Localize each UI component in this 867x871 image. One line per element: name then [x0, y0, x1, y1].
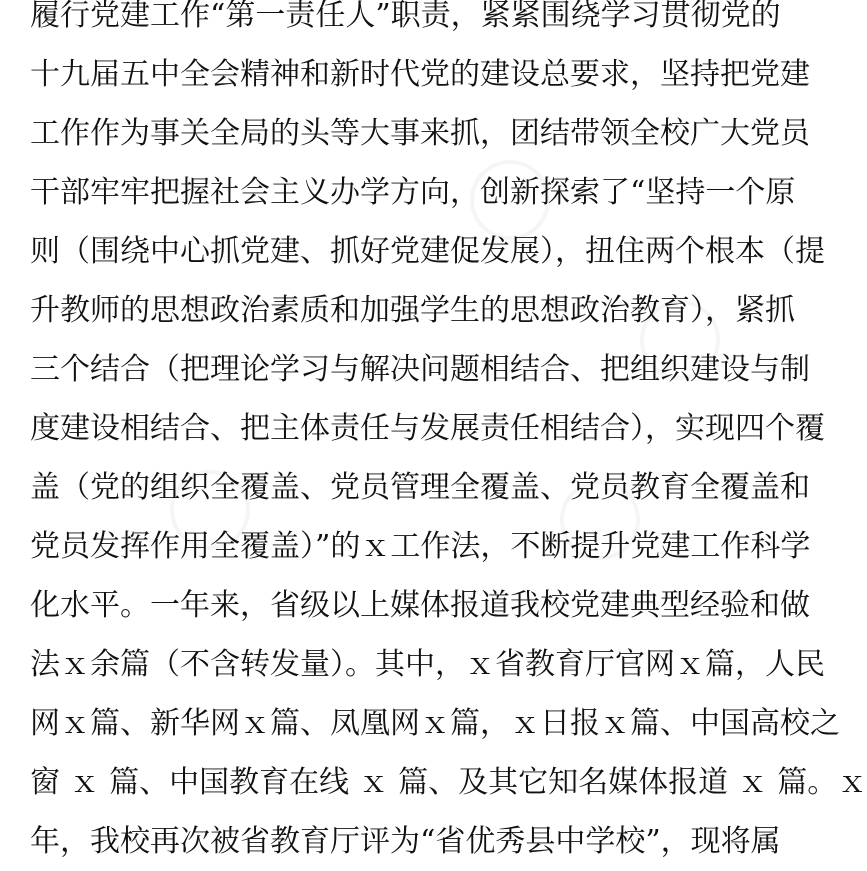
- paragraph-line: 年，我校再次被省教育厅评为“省优秀县中学校”，现将属: [30, 824, 781, 859]
- paragraph-line: 工作作为事关全局的头等大事来抓，团结带领全校广大党员: [30, 116, 810, 151]
- paragraph-line: 窗 ｘ 篇、中国教育在线 ｘ 篇、及其它知名媒体报道 ｘ 篇。ｘ: [30, 765, 867, 800]
- paragraph-line: 法ｘ余篇（不含转发量）。其中，ｘ省教育厅官网ｘ篇，人民: [30, 647, 825, 682]
- body-paragraph: [30, 0, 867, 871]
- paragraph-line: 盖（党的组织全覆盖、党员管理全覆盖、党员教育全覆盖和: [30, 470, 810, 505]
- paragraph-line: 党员发挥作用全覆盖）”的ｘ工作法，不断提升党建工作科学: [30, 529, 811, 564]
- paragraph-line: 化水平。一年来，省级以上媒体报道我校党建典型经验和做: [30, 588, 810, 623]
- paragraph-line: 网ｘ篇、新华网ｘ篇、凤凰网ｘ篇，ｘ日报ｘ篇、中国高校之: [30, 706, 840, 741]
- paragraph-line: 则（围绕中心抓党建、抓好党建促发展），扭住两个根本（提: [30, 234, 825, 269]
- paragraph-line: 升教师的思想政治素质和加强学生的思想政治教育），紧抓: [30, 293, 795, 328]
- paragraph-line: 干部牢牢把握社会主义办学方向，创新探索了“坚持一个原: [30, 175, 796, 210]
- paragraph-line: 三个结合（把理论学习与解决问题相结合、把组织建设与制: [30, 352, 810, 387]
- paragraph-line: 度建设相结合、把主体责任与发展责任相结合），实现四个覆: [30, 411, 825, 446]
- paragraph-line: 履行党建工作“第一责任人”职责，紧紧围绕学习贯彻党的: [30, 0, 781, 33]
- paragraph-line: 十九届五中全会精神和新时代党的建设总要求，坚持把党建: [30, 57, 810, 92]
